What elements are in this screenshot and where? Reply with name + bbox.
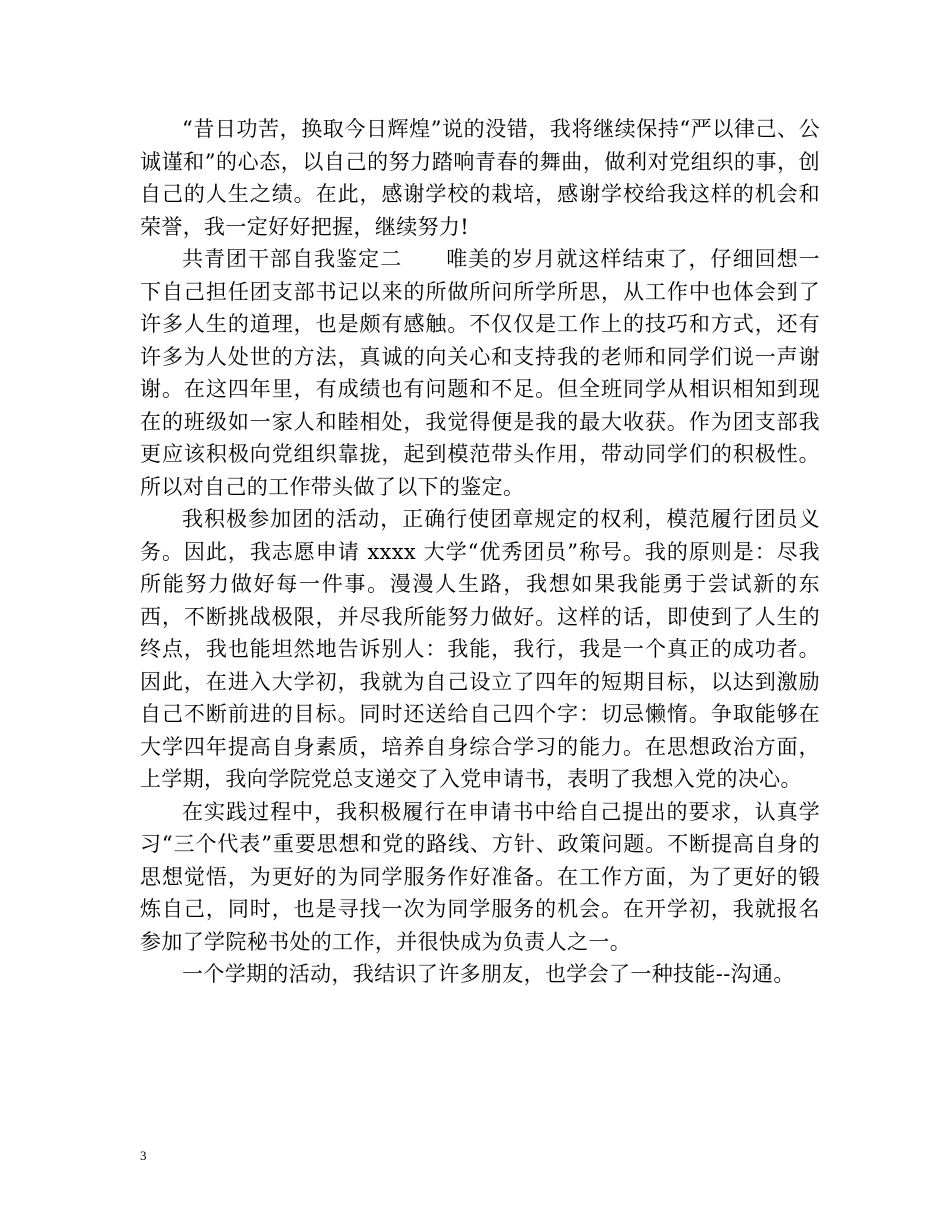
page-number: 3	[140, 1148, 147, 1163]
document-body	[140, 113, 820, 991]
paragraph-3: 我积极参加团的活动，正确行使团章规定的权利，模范履行团员义务。因此，我志愿申请 xxxx 大学“优秀团员”称号。我的原则是：尽我所能努力做好每一件事。漫漫人生路，我想如果我能勇于尝试新的东西，不断挑战极限，并尽我所能努力做好。这样的话，即使到了人生的终点，我也能坦然地告诉别人：我能，我行，我是一个真正的成功者。因此，在进入大学初，我就为自己设立了四年的短期目标，以达到激励自己不断前进的目标。同时还送给自己四个字：切忌懒惰。争取能够在大学四年提高自身素质，培养自身综合学习的能力。在思想政治方面，上学期，我向学院党总支递交了入党申请书，表明了我想入党的决心。	[140, 507, 820, 791]
paragraph-2: 共青团干部自我鉴定二 唯美的岁月就这样结束了，仔细回想一下自己担任团支部书记以来的所做所问所学所思，从工作中也体会到了许多人生的道理，也是颇有感触。不仅仅是工作上的技巧和方式，还有许多为人处世的方法，真诚的向关心和支持我的老师和同学们说一声谢谢。在这四年里，有成绩也有问题和不足。但全班同学从相识相知到现在的班级如一家人和睦相处，我觉得便是我的最大收获。作为团支部我更应该积极向党组织靠拢，起到模范带头作用，带动同学们的积极性。所以对自己的工作带头做了以下的鉴定。	[140, 247, 820, 499]
paragraph-1: “昔日功苦，换取今日辉煌”说的没错，我将继续保持“严以律己、公诚谨和”的心态，以自己的努力踏响青春的舞曲，做利对党组织的事，创自己的人生之绩。在此，感谢学校的栽培，感谢学校给我这样的机会和荣誉，我一定好好把握，继续努力!	[140, 117, 820, 239]
paragraph-4: 在实践过程中，我积极履行在申请书中给自己提出的要求，认真学习“三个代表”重要思想和党的路线、方针、政策问题。不断提高自身的思想觉悟，为更好的为同学服务作好准备。在工作方面，为了更好的锻炼自己，同时，也是寻找一次为同学服务的机会。在开学初，我就报名参加了学院秘书处的工作，并很快成为负责人之一。	[140, 799, 820, 954]
paragraph-5: 一个学期的活动，我结识了许多朋友，也学会了一种技能--沟通。	[182, 962, 795, 986]
